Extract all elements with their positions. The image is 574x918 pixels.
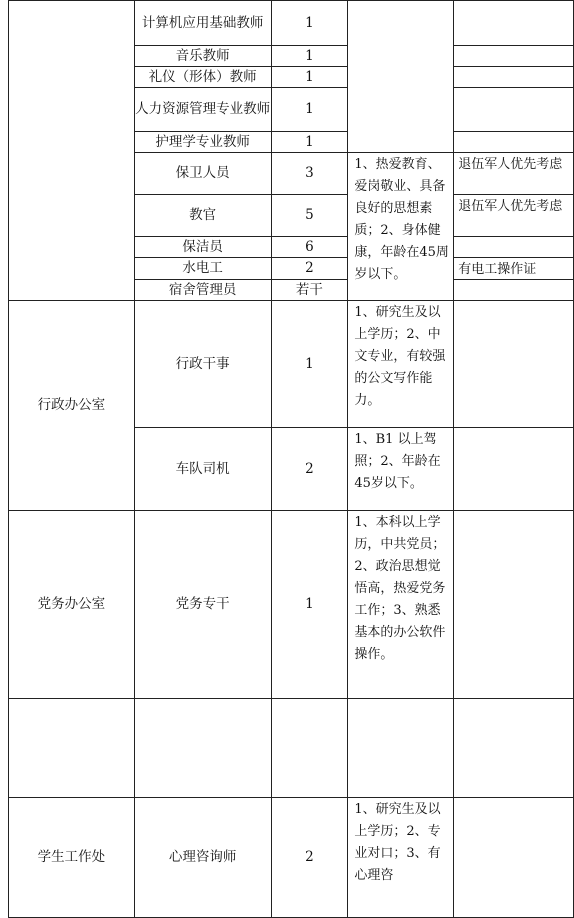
position-cell: 保洁员 xyxy=(134,237,271,258)
count-cell: 1 xyxy=(271,132,348,153)
remark-cell xyxy=(454,46,574,67)
remark-cell xyxy=(454,428,574,511)
position-cell: 车队司机 xyxy=(134,428,271,511)
count-cell: 1 xyxy=(271,301,348,428)
position-cell: 音乐教师 xyxy=(134,46,271,67)
position-cell: 人力资源管理专业教师 xyxy=(134,88,271,132)
count-cell: 6 xyxy=(271,237,348,258)
remark-cell xyxy=(454,67,574,88)
requirement-cell: 1、热爱教育、爱岗敬业、具备良好的思想素质；2、身体健康，年龄在45周岁以下。 xyxy=(348,153,454,301)
empty-cell xyxy=(271,699,348,798)
remark-cell xyxy=(454,511,574,699)
remark-cell: 退伍军人优先考虑 xyxy=(454,195,574,237)
remark-cell xyxy=(454,1,574,46)
department-cell: 行政办公室 xyxy=(9,301,135,511)
count-cell: 3 xyxy=(271,153,348,195)
remark-cell xyxy=(454,798,574,918)
position-cell: 教官 xyxy=(134,195,271,237)
empty-cell xyxy=(348,699,454,798)
position-cell: 保卫人员 xyxy=(134,153,271,195)
count-cell: 1 xyxy=(271,1,348,46)
requirement-cell: 1、研究生及以上学历；2、中文专业，有较强的公文写作能力。 xyxy=(348,301,454,428)
requirement-cell: 1、B1 以上驾照；2、年龄在45岁以下。 xyxy=(348,428,454,511)
department-cell-continued xyxy=(9,1,135,301)
count-cell: 1 xyxy=(271,46,348,67)
position-cell: 礼仪（形体）教师 xyxy=(134,67,271,88)
requirement-cell: 1、研究生及以上学历；2、专业对口；3、有心理咨 xyxy=(348,798,454,918)
empty-cell xyxy=(454,699,574,798)
department-cell: 党务办公室 xyxy=(9,511,135,699)
count-cell: 1 xyxy=(271,67,348,88)
position-cell: 计算机应用基础教师 xyxy=(134,1,271,46)
position-cell: 水电工 xyxy=(134,258,271,280)
count-cell: 2 xyxy=(271,258,348,280)
position-cell: 党务专干 xyxy=(134,511,271,699)
remark-cell xyxy=(454,237,574,258)
count-cell: 若干 xyxy=(271,280,348,301)
count-cell: 5 xyxy=(271,195,348,237)
position-cell: 护理学专业教师 xyxy=(134,132,271,153)
remark-cell xyxy=(454,301,574,428)
remark-cell: 有电工操作证 xyxy=(454,258,574,280)
position-cell: 行政干事 xyxy=(134,301,271,428)
count-cell: 1 xyxy=(271,88,348,132)
count-cell: 2 xyxy=(271,428,348,511)
recruitment-table xyxy=(8,0,574,918)
remark-cell xyxy=(454,280,574,301)
remark-cell xyxy=(454,132,574,153)
count-cell: 2 xyxy=(271,798,348,918)
requirement-cell-empty xyxy=(348,1,454,153)
count-cell: 1 xyxy=(271,511,348,699)
department-cell: 学生工作处 xyxy=(9,798,135,918)
requirement-cell: 1、本科以上学历，中共党员；2、政治思想觉悟高，热爱党务工作；3、熟悉基本的办公软件操作。 xyxy=(348,511,454,699)
remark-cell xyxy=(454,88,574,132)
position-cell: 心理咨询师 xyxy=(134,798,271,918)
position-cell: 宿舍管理员 xyxy=(134,280,271,301)
empty-cell xyxy=(9,699,135,798)
remark-cell: 退伍军人优先考虑 xyxy=(454,153,574,195)
empty-cell xyxy=(134,699,271,798)
